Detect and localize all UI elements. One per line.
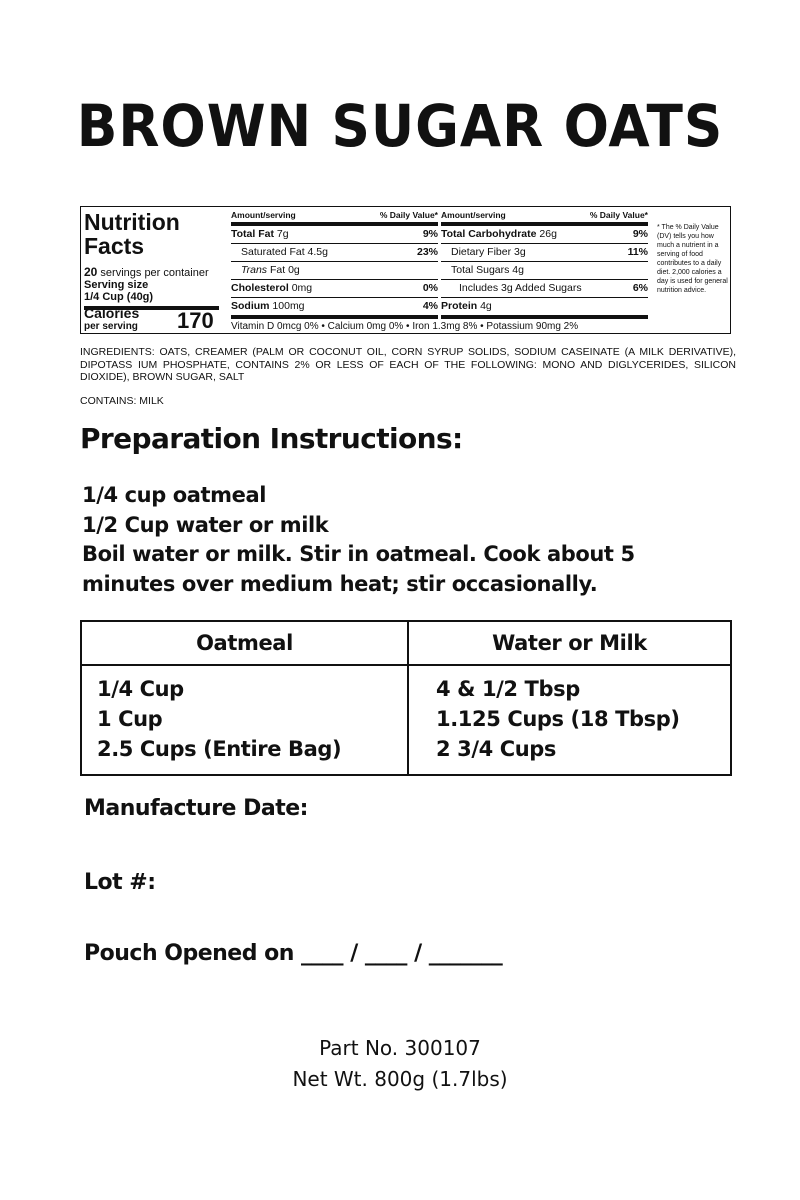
- ratio-table: [80, 620, 732, 776]
- water-column: [436, 674, 680, 764]
- nutrient-label: Includes 3g Added Sugars: [459, 282, 582, 294]
- nutrient-column-right: [441, 210, 648, 319]
- nutrient-pct: 0%: [422, 282, 438, 294]
- product-title: BROWN SUGAR OATS: [76, 92, 724, 160]
- servings-text: servings per container: [100, 267, 209, 279]
- lot-number-label: Lot #:: [84, 870, 156, 895]
- nutrient-pct: 4%: [422, 300, 438, 312]
- nutrient-pct: 9%: [632, 228, 648, 240]
- nutrition-title-line2: Facts: [84, 233, 145, 259]
- serving-size-value: 1/4 Cup (40g): [84, 291, 154, 303]
- nutrient-value: 26g: [539, 228, 557, 240]
- nutrient-label: Total Carbohydrate: [441, 228, 537, 240]
- dv-header: % Daily Value*: [589, 210, 648, 220]
- nutrient-pct: 23%: [416, 246, 438, 258]
- table-cell: 2.5 Cups (Entire Bag): [97, 737, 342, 761]
- calories-label: [84, 307, 139, 333]
- serving-size-label: Serving size: [84, 279, 149, 291]
- nutrient-row: [441, 244, 648, 262]
- nutrient-value: 4g: [480, 300, 492, 312]
- nutrient-label: Protein: [441, 300, 478, 312]
- nutrient-value: Fat 0g: [269, 264, 300, 276]
- prep-line: Boil water or milk. Stir in oatmeal. Cook about 5: [82, 542, 635, 566]
- calories-sub: per serving: [84, 321, 138, 332]
- nutrient-label: Trans: [241, 264, 268, 276]
- table-cell: 1.125 Cups (18 Tbsp): [436, 707, 680, 731]
- amount-header: Amount/serving: [441, 210, 506, 220]
- nutrient-row: [441, 262, 648, 280]
- table-cell: 4 & 1/2 Tbsp: [436, 677, 580, 701]
- nutrient-row: [231, 244, 438, 262]
- nutrient-pct: 9%: [422, 228, 438, 240]
- nutrient-value: 100mg: [272, 300, 305, 312]
- table-cell: 2 3/4 Cups: [436, 737, 557, 761]
- nutrient-row: [441, 298, 648, 319]
- nutrient-label: Total Fat: [231, 228, 274, 240]
- part-number: Part No. 300107: [319, 1036, 481, 1060]
- prep-line: 1/2 Cup water or milk: [82, 512, 329, 537]
- table-header-water: Water or Milk: [492, 631, 647, 655]
- nutrient-row: [231, 226, 438, 244]
- amount-header: Amount/serving: [231, 210, 296, 220]
- servings-count: 20: [84, 265, 98, 279]
- ingredients-text: INGREDIENTS: OATS, CREAMER (PALM OR COCONUT OIL, CORN SYRUP SOLIDS, SODIUM CASEINATE (A MILK DERIVATIVE), DIPOTASS IUM PHOSPHATE, CONTAINS 2% OR LESS OF EACH OF THE FOLLOWING: MONO AND DIGLYCERIDES, SILICON DIOXIDE), BROWN SUGAR, SALT: [80, 346, 736, 383]
- nutrient-label: Total Sugars 4g: [451, 264, 524, 276]
- nutrient-value: 7g: [276, 228, 289, 240]
- table-divider: [82, 664, 730, 666]
- prep-heading: Preparation Instructions:: [80, 422, 463, 455]
- table-cell: 1/4 Cup: [97, 677, 184, 701]
- nutrient-label: Cholesterol: [231, 282, 289, 294]
- daily-value-note: * The % Daily Value (DV) tells you how much a nutrient in a serving of food contributes to a daily diet. 2,000 calories a day is used for general nutrition advice.: [657, 224, 728, 294]
- nutrition-facts-panel: [80, 206, 731, 334]
- servings-per-container: [84, 265, 209, 279]
- table-cell: 1 Cup: [97, 707, 163, 731]
- nutrient-row: [231, 280, 438, 298]
- column-header: [231, 210, 438, 226]
- table-column-divider: [407, 622, 409, 774]
- column-header: [441, 210, 648, 226]
- nutrient-value: 0mg: [291, 282, 313, 294]
- vitamins-line: Vitamin D 0mcg 0% • Calcium 0mg 0% • Iron 1.3mg 8% • Potassium 90mg 2%: [231, 321, 579, 332]
- prep-instructions: [82, 481, 635, 599]
- nutrient-row: [231, 262, 438, 280]
- manufacture-date-label: Manufacture Date:: [84, 796, 308, 821]
- nutrition-title-line1: Nutrition: [84, 209, 180, 235]
- nutrition-heading: [84, 210, 225, 258]
- prep-line: minutes over medium heat; stir occasionally.: [82, 571, 598, 596]
- nutrient-pct: 11%: [627, 246, 648, 258]
- pouch-opened-label: Pouch Opened on ____ / ____ / _______: [84, 941, 503, 966]
- nutrient-column-left: [231, 210, 438, 319]
- calories-value: 170: [177, 308, 214, 333]
- nutrient-label: Saturated Fat 4.5g: [241, 246, 328, 258]
- nutrient-pct: 6%: [632, 282, 648, 294]
- prep-line: 1/4 cup oatmeal: [82, 483, 267, 507]
- nutrient-row: [441, 226, 648, 244]
- nutrient-label: Dietary Fiber 3g: [451, 246, 526, 258]
- table-header-oatmeal: Oatmeal: [196, 631, 293, 655]
- net-weight: Net Wt. 800g (1.7lbs): [292, 1067, 508, 1091]
- allergen-contains: CONTAINS: MILK: [80, 395, 164, 407]
- calories-label-text: Calories: [84, 305, 140, 321]
- nutrient-label: Sodium: [231, 300, 270, 312]
- nutrient-row: [441, 280, 648, 298]
- dv-header: % Daily Value*: [379, 210, 438, 220]
- oatmeal-column: [97, 674, 341, 764]
- nutrient-row: [231, 298, 438, 319]
